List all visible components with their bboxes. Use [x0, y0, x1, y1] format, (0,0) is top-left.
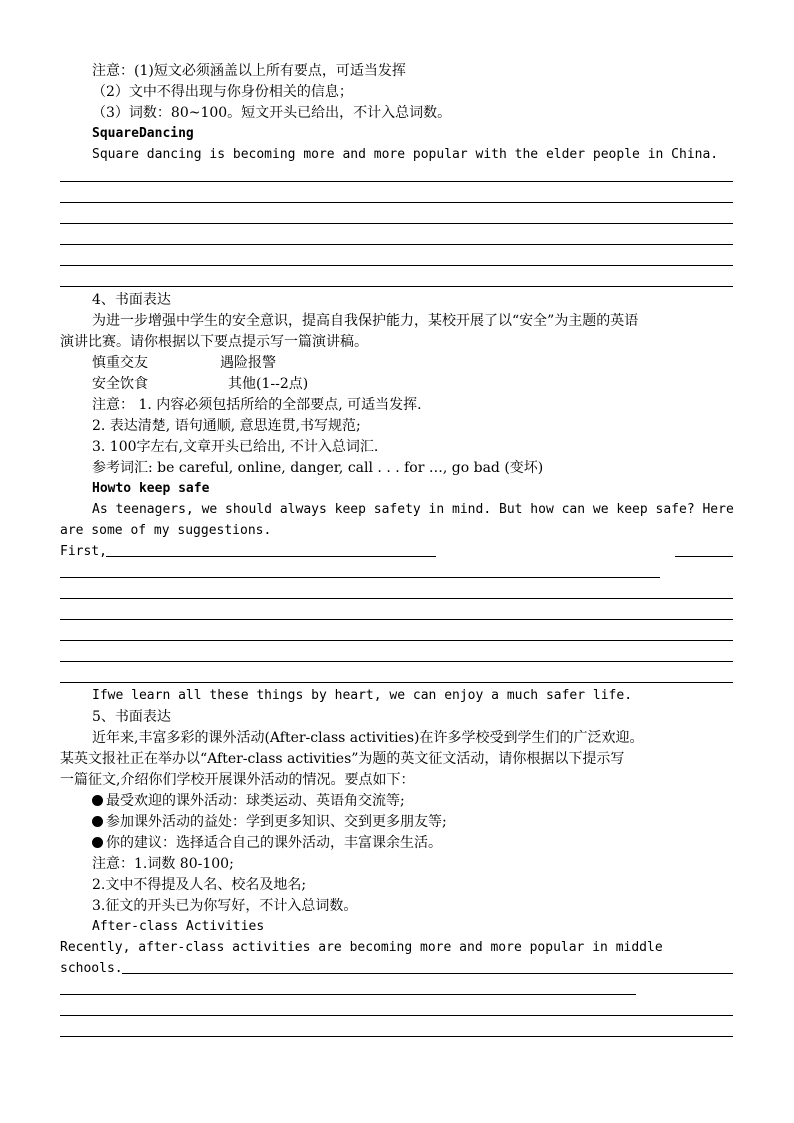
s5-intro-1: 近年来,丰富多彩的课外活动(After-class activities)在许多学校受到学生们的广泛欢迎。	[92, 730, 644, 746]
s5-note-1: 注意：1.词数 80-100;	[92, 856, 234, 872]
s4-closing: Ifwe learn all these things by heart, we can enjoy a much safer life.	[92, 688, 633, 703]
answer-line[interactable]	[60, 598, 733, 599]
s4-point-1: 慎重交友	[92, 355, 148, 371]
answer-line[interactable]	[122, 973, 733, 974]
answer-line[interactable]	[60, 661, 733, 662]
s4-vocab: 参考词汇: be careful, online, danger, call . . . for …, go bad (变坏)	[92, 460, 544, 476]
answer-line[interactable]	[60, 181, 733, 182]
answer-line[interactable]	[60, 265, 733, 266]
answer-line[interactable]	[60, 202, 733, 203]
s3-note-1: 注意：(1)短文必须涵盖以上所有要点，可适当发挥	[92, 63, 406, 79]
s3-note-2: （2）文中不得出现与你身份相关的信息；	[92, 84, 353, 100]
answer-line[interactable]	[60, 244, 733, 245]
answer-line[interactable]	[60, 619, 733, 620]
s5-bullet-2: 参加课外活动的益处：学到更多知识、交到更多朋友等;	[92, 813, 447, 831]
s3-essay-opening: Square dancing is becoming more and more popular with the elder people in China.	[92, 147, 719, 162]
s5-heading: 5、书面表达	[92, 709, 171, 725]
s4-note-2: 2. 表达清楚, 语句通顺, 意思连贯,书写规范;	[92, 418, 361, 434]
s4-heading: 4、书面表达	[92, 292, 171, 308]
s4-intro-2: 演讲比赛。请你根据以下要点提示写一篇演讲稿。	[60, 334, 368, 350]
answer-line[interactable]	[60, 286, 733, 287]
s4-intro-1: 为进一步增强中学生的安全意识，提高自我保护能力，某校开展了以“安全”为主题的英语	[92, 313, 639, 329]
s5-bullet-3: 你的建议：选择适合自己的课外活动，丰富课余生活。	[92, 834, 442, 852]
s4-first-label: First,	[60, 544, 107, 559]
answer-line[interactable]	[60, 1015, 733, 1016]
answer-line[interactable]	[60, 994, 636, 995]
s4-opening-2: are some of my suggestions.	[60, 523, 272, 538]
s4-note-1: 注意： 1. 内容必须包括所给的全部要点, 可适当发挥.	[92, 397, 422, 413]
s5-opening-1: Recently, after-class activities are becoming more and more popular in middle	[60, 940, 663, 955]
s3-essay-title: SquareDancing	[92, 126, 194, 141]
s5-intro-3: 一篇征文,介绍你们学校开展课外活动的情况。要点如下：	[60, 772, 415, 788]
bullet-icon	[92, 795, 103, 806]
answer-line[interactable]	[60, 577, 660, 578]
s4-point-4: 其他(1--2点)	[228, 376, 309, 392]
s4-point-3: 安全饮食	[92, 376, 148, 392]
s4-essay-title: Howto keep safe	[92, 481, 210, 496]
answer-line[interactable]	[60, 640, 733, 641]
s4-opening-1: As teenagers, we should always keep safety in mind. But how can we keep safe? Here	[92, 502, 734, 517]
answer-line[interactable]	[60, 682, 733, 683]
s4-note-3: 3. 100字左右,文章开头已给出, 不计入总词汇.	[92, 439, 379, 455]
s5-intro-2: 某英文报社正在举办以“After-class activities”为题的英文征文活动，请你根据以下提示写	[60, 751, 625, 767]
s5-note-2: 2.文中不得提及人名、校名及地名;	[92, 877, 307, 893]
answer-line[interactable]	[60, 223, 733, 224]
bullet-icon	[92, 816, 103, 827]
s5-note-3: 3.征文的开头已为你写好，不计入总词数。	[92, 898, 358, 914]
answer-line[interactable]	[60, 1036, 733, 1037]
answer-line[interactable]	[675, 556, 733, 557]
answer-line[interactable]	[106, 556, 436, 557]
s4-point-2: 遇险报警	[220, 355, 276, 371]
bullet-icon	[92, 837, 103, 848]
s5-opening-2: schools.	[60, 961, 123, 976]
s3-note-3: （3）词数：80~100。短文开头已给出，不计入总词数。	[92, 105, 452, 121]
s5-bullet-1: 最受欢迎的课外活动：球类运动、英语角交流等;	[92, 792, 405, 810]
s5-essay-title: After-class Activities	[92, 919, 265, 934]
